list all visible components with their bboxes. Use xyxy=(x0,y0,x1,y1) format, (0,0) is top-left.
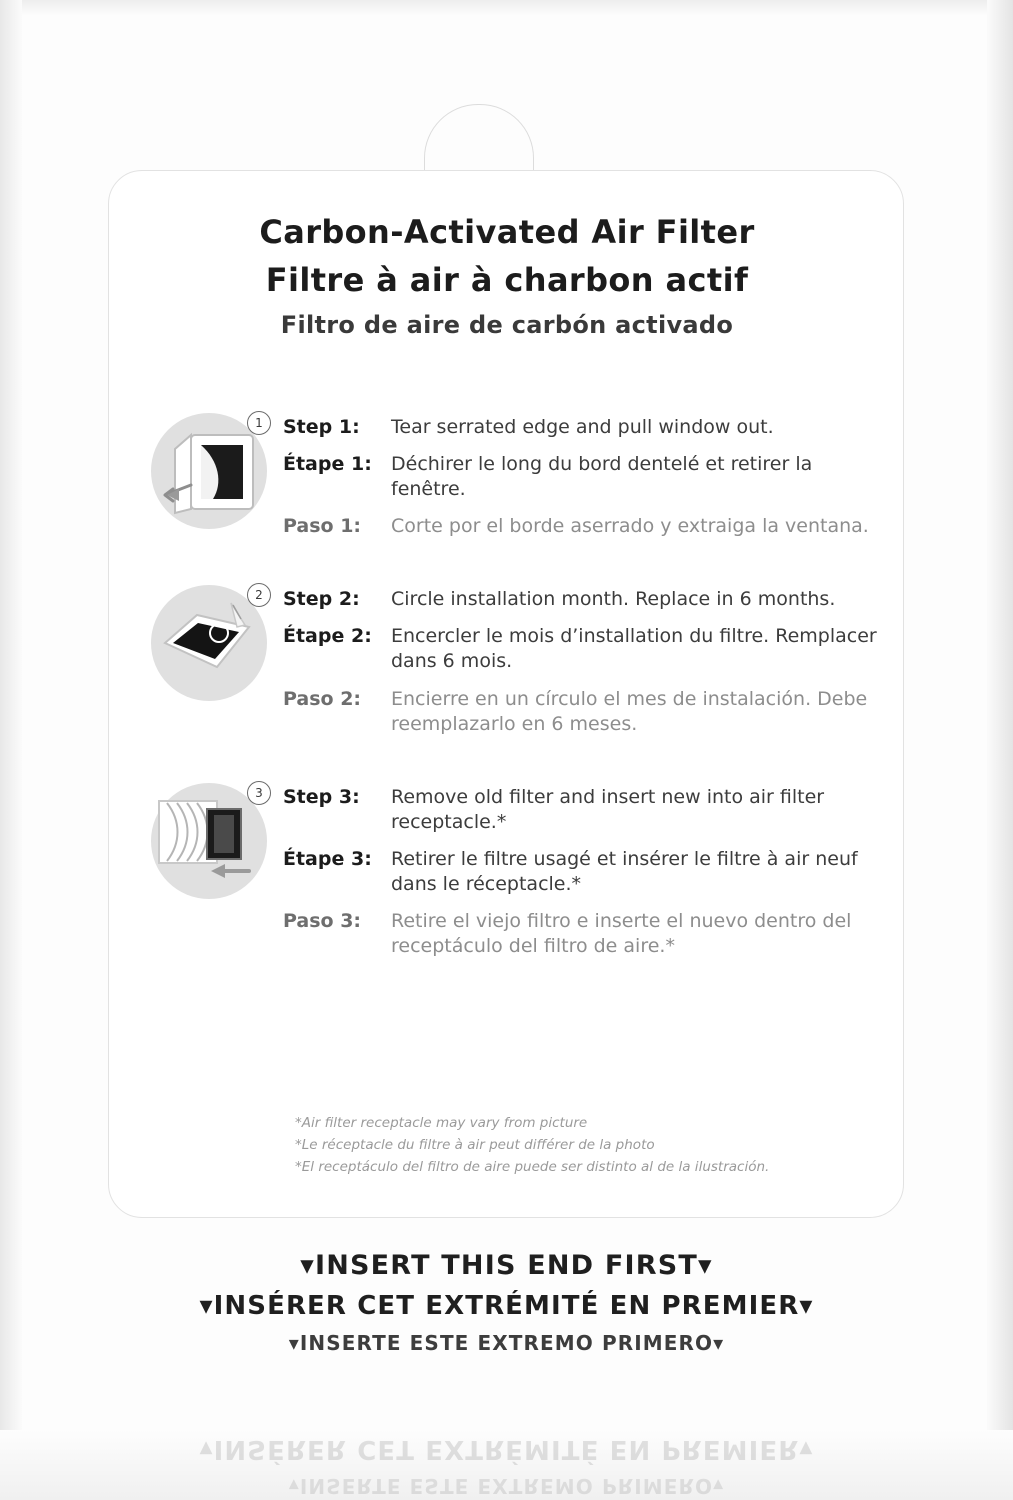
step-number-badge: 2 xyxy=(247,583,271,607)
step-1-text xyxy=(283,409,885,541)
step-label-fr: Étape 1: xyxy=(283,453,372,476)
step-line xyxy=(283,415,885,440)
step-item xyxy=(145,779,885,961)
title-french: Filtre à air à charbon actif xyxy=(265,261,749,299)
insert-notice-reflection xyxy=(0,1424,1013,1498)
step-line xyxy=(283,452,885,502)
instructions-panel xyxy=(108,170,904,1218)
step-2-text xyxy=(283,581,885,738)
step-text-fr: Retirer le filtre usagé et insérer le filtre à air neuf dans le réceptacle.* xyxy=(391,847,858,895)
insert-notice xyxy=(0,1250,1013,1355)
step-text-fr: Déchirer le long du bord dentelé et retirer la fenêtre. xyxy=(391,453,813,501)
step-label-es: Paso 2: xyxy=(283,687,362,710)
step-text-en: Tear serrated edge and pull window out. xyxy=(391,416,774,438)
step-label-en: Step 1: xyxy=(283,416,360,438)
step-number-badge: 1 xyxy=(247,411,271,435)
footnotes-group xyxy=(295,1113,875,1179)
insert-notice-fr: ▾INSÉRER CET EXTRÉMITÉ EN PREMIER▾ xyxy=(199,1291,814,1321)
step-item xyxy=(145,581,885,738)
step-label-es: Paso 1: xyxy=(283,515,362,538)
step-label-fr: Étape 2: xyxy=(283,625,372,648)
step-text-es: Retire el viejo filtro e inserte el nuevo dentro del receptáculo del filtro de aire.* xyxy=(391,910,852,958)
step-line xyxy=(283,909,885,959)
step-text-en: Circle installation month. Replace in 6 months. xyxy=(391,588,836,611)
step-text-es: Encierre en un círculo el mes de instalación. Debe reemplazarlo en 6 meses. xyxy=(391,687,868,735)
insert-notice-reflection-fr: ▾INSÉRER CET EXTRÉMITÉ EN PREMIER▾ xyxy=(199,1434,814,1464)
step-line xyxy=(283,847,885,897)
step-line xyxy=(283,785,885,835)
step-line xyxy=(283,514,885,539)
step-1-illustration xyxy=(145,409,269,533)
step-text-es: Corte por el borde aserrado y extraiga la ventana. xyxy=(391,515,869,538)
step-2-illustration xyxy=(145,581,269,705)
insert-notice-reflection-es: ▾INSERTE ESTE EXTREMO PRIMERO▾ xyxy=(288,1474,725,1498)
step-label-fr: Étape 3: xyxy=(283,847,372,870)
step-3-illustration xyxy=(145,779,269,903)
insert-notice-en: ▾INSERT THIS END FIRST▾ xyxy=(300,1250,713,1281)
footnote-es: *El receptáculo del filtro de aire puede ser distinto al de la ilustración. xyxy=(295,1158,770,1175)
package-edge-top xyxy=(0,0,1013,16)
step-line xyxy=(283,624,885,674)
step-line xyxy=(283,687,885,737)
step-label-es: Paso 3: xyxy=(283,910,362,933)
step-3-text xyxy=(283,779,885,961)
step-text-fr: Encercler le mois d’installation du filtre. Remplacer dans 6 mois. xyxy=(391,625,877,673)
footnote-fr: *Le réceptacle du filtre à air peut différer de la photo xyxy=(295,1136,655,1153)
step-item xyxy=(145,409,885,541)
steps-list xyxy=(145,409,885,1001)
step-text-en: Remove old filter and insert new into air filter receptacle.* xyxy=(391,785,825,833)
title-group xyxy=(109,213,905,339)
insert-notice-es: ▾INSERTE ESTE EXTREMO PRIMERO▾ xyxy=(288,1331,725,1355)
title-spanish: Filtro de aire de carbón activado xyxy=(280,311,734,339)
footnote-en: *Air filter receptacle may vary from picture xyxy=(295,1115,588,1131)
step-label-en: Step 2: xyxy=(283,588,360,611)
step-label-en: Step 3: xyxy=(283,785,360,808)
step-line xyxy=(283,587,885,612)
title-english: Carbon-Activated Air Filter xyxy=(259,213,755,251)
step-number-badge: 3 xyxy=(247,781,271,805)
